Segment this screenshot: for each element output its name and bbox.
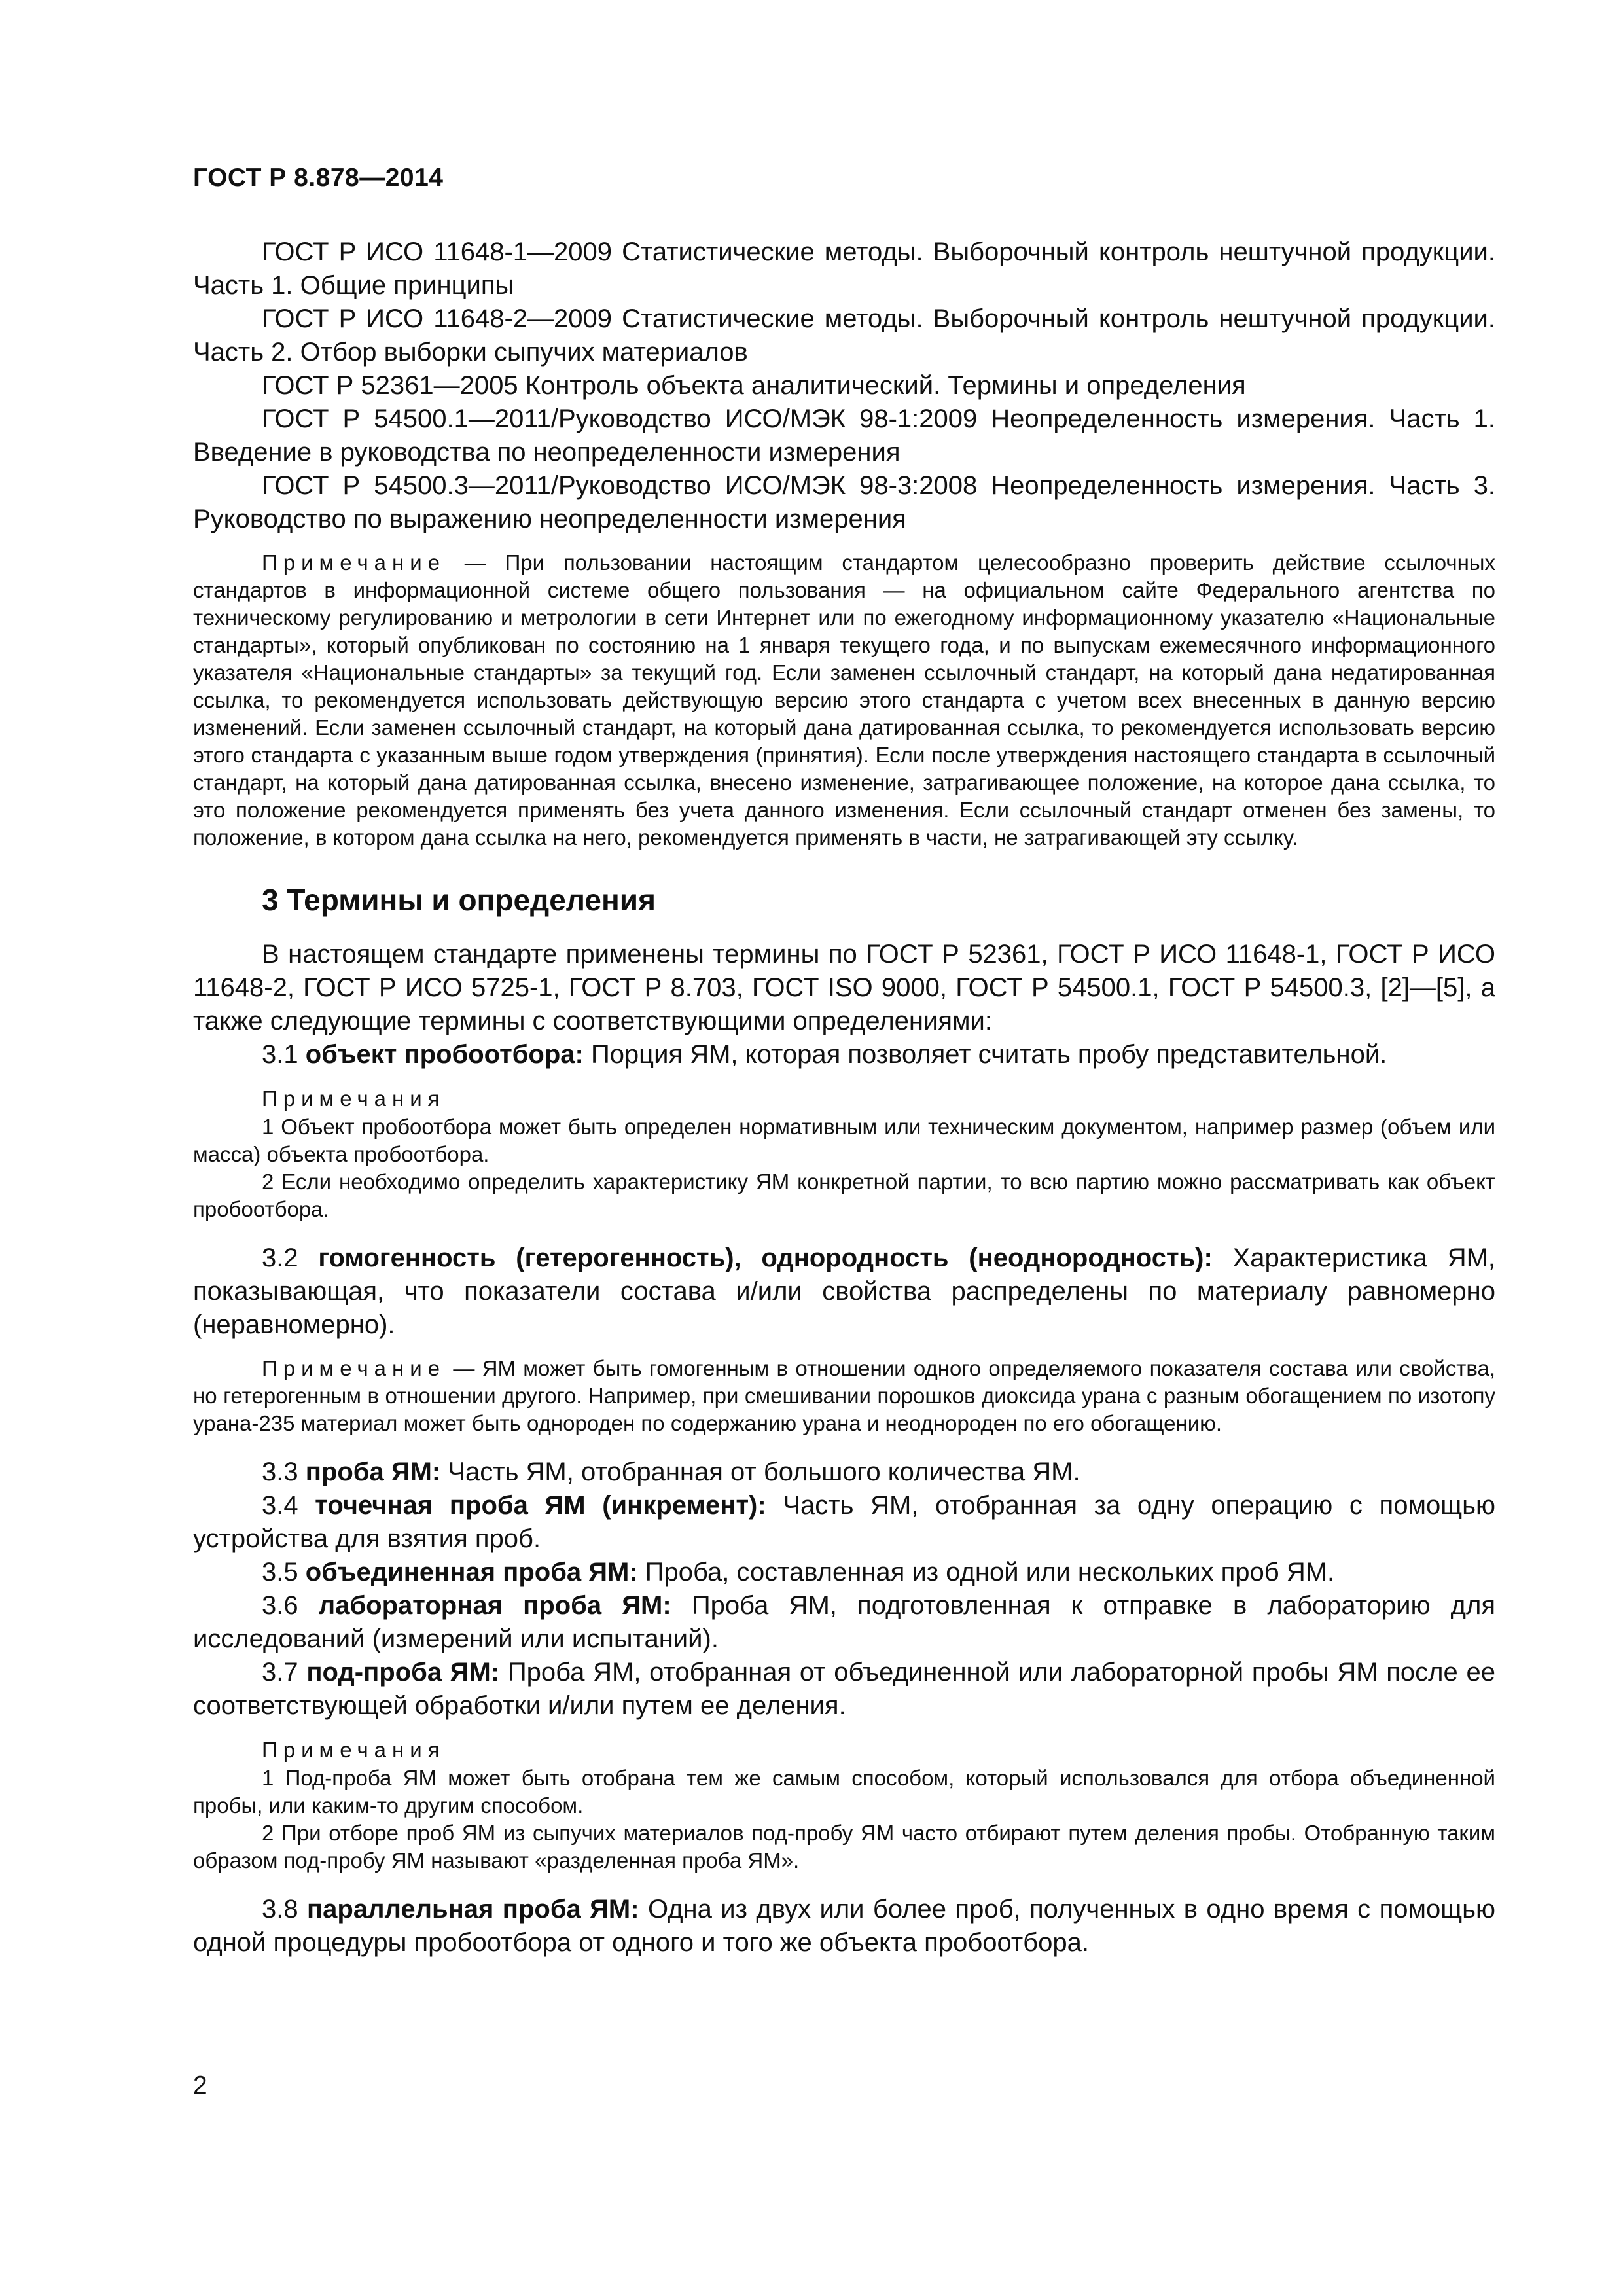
term-entry: 3.8 параллельная проба ЯМ: Одна из двух или более проб, полученных в одно время с помощью одной процедуры пробоотбора от одного и того же объекта пробоотбора. — [193, 1895, 1495, 1957]
page-number: 2 — [193, 2072, 207, 2100]
reference-item: ГОСТ Р 52361—2005 Контроль объекта аналитический. Термины и определения — [262, 371, 1246, 400]
term-entry: 3.3 проба ЯМ: Часть ЯМ, отобранная от большого количества ЯМ. — [262, 1458, 1080, 1486]
reference-item: ГОСТ Р 54500.1—2011/Руководство ИСО/МЭК 98-1:2009 Неопределенность измерения. Часть 1. Введение в руководства по неопределенности измерения — [193, 404, 1495, 467]
document-body — [193, 236, 1495, 1960]
reference-note: Примечание — При пользовании настоящим стандартом целесообразно проверить действие ссылочных стандартов в информационной системе общего пользования — на официальном сайте Федерального агентства по техническому регулированию и метрологии в сети Интернет или по ежегодному информационному указателю «Национальные стандарты», который опубликован по состоянию на 1 января текущего года, и по выпускам ежемесячного информационного указателя «Национальные стандарты» за текущий год. Если заменен ссылочный стандарт, на который дана недатированная ссылка, то рекомендуется использовать действующую версию этого стандарта с учетом всех внесенных в данную версию изменений. Если заменен ссылочный стандарт, на который дана датированная ссылка, то рекомендуется использовать версию этого стандарта с указанным выше годом утверждения (принятия). Если после утверждения настоящего стандарта в ссылочный стандарт, на который дана датированная ссылка, внесено изменение, затрагивающее положение, на которое дана ссылка, то это положение рекомендуется применять без учета данного изменения. Если ссылочный стандарт отменен без замены, то положение, в котором дана ссылка на него, рекомендуется применять в части, не затрагивающей эту ссылку. — [193, 550, 1496, 850]
term-name: объект пробоотбора: — [305, 1040, 584, 1069]
reference-item: ГОСТ Р ИСО 11648-2—2009 Статистические методы. Выборочный контроль нештучной продукции. Часть 2. Отбор выборки сыпучих материалов — [193, 304, 1495, 367]
term-entry: 3.4 точечная проба ЯМ (инкремент): Часть ЯМ, отобранная за одну операцию с помощью устройства для взятия проб. — [193, 1491, 1495, 1553]
term-name: гомогенность (гетерогенность), однородность (неоднородность): — [318, 1244, 1213, 1272]
term-name: точечная проба ЯМ (инкремент): — [315, 1491, 766, 1520]
note-item: 1 Под-проба ЯМ может быть отобрана тем же самым способом, который использовался для отбора объединенной пробы, или каким-то другим способом. — [193, 1766, 1495, 1818]
notes-label: Примечания — [262, 1738, 446, 1762]
term-name: параллельная проба ЯМ: — [307, 1895, 639, 1924]
section-title: 3 Термины и определения — [262, 883, 656, 917]
reference-item: ГОСТ Р 54500.3—2011/Руководство ИСО/МЭК 98-3:2008 Неопределенность измерения. Часть 3. Руководство по выражению неопределенности измерения — [193, 471, 1495, 533]
note-label: Примечание — [262, 550, 446, 575]
reference-item: ГОСТ Р ИСО 11648-1—2009 Статистические методы. Выборочный контроль нештучной продукции. Часть 1. Общие принципы — [193, 238, 1495, 300]
document-page — [193, 0, 1495, 2296]
term-note: Примечание — ЯМ может быть гомогенным в отношении одного определяемого показателя состава или свойства, но гетерогенным в отношении другого. Например, при смешивании порошков диоксида урана с разным обогащением по изотопу урана-235 материал может быть однороден по содержанию урана и неоднороден по его обогащению. — [193, 1356, 1495, 1435]
note-item: 2 Если необходимо определить характеристику ЯМ конкретной партии, то всю партию можно рассматривать как объект пробоотбора. — [193, 1170, 1495, 1221]
term-name: проба ЯМ: — [305, 1458, 441, 1486]
term-name: объединенная проба ЯМ: — [305, 1558, 638, 1587]
notes-label: Примечания — [262, 1086, 446, 1111]
section-intro: В настоящем стандарте применены термины по ГОСТ Р 52361, ГОСТ Р ИСО 11648-1, ГОСТ Р ИСО 11648-2, ГОСТ Р ИСО 5725-1, ГОСТ Р 8.703, ГОСТ ISO 9000, ГОСТ Р 54500.1, ГОСТ Р 54500.3, [2]—[5], а также следующие термины с соответствующими определениями: — [193, 940, 1495, 1035]
term-entry: 3.6 лабораторная проба ЯМ: Проба ЯМ, подготовленная к отправке в лабораторию для исследований (измерений или испытаний). — [193, 1591, 1495, 1653]
note-item: 1 Объект пробоотбора может быть определен нормативным или техническим документом, например размер (объем или масса) объекта пробоотбора. — [193, 1115, 1495, 1166]
term-entry: 3.5 объединенная проба ЯМ: Проба, составленная из одной или нескольких проб ЯМ. — [262, 1558, 1335, 1587]
term-name: лабораторная проба ЯМ: — [318, 1591, 671, 1620]
note-item: 2 При отборе проб ЯМ из сыпучих материалов под-пробу ЯМ часто отбирают путем деления пробы. Отобранную таким образом под-пробу ЯМ называют «разделенная проба ЯМ». — [193, 1821, 1495, 1873]
term-name: под-проба ЯМ: — [306, 1658, 500, 1687]
term-entry: 3.2 гомогенность (гетерогенность), однородность (неоднородность): Характеристика ЯМ, показывающая, что показатели состава и/или свойства распределены по материалу равномерно (неравномерно). — [193, 1244, 1496, 1339]
document-header: ГОСТ Р 8.878—2014 — [193, 164, 444, 192]
term-entry: 3.1 объект пробоотбора: Порция ЯМ, которая позволяет считать пробу представительной. — [262, 1040, 1387, 1069]
term-entry: 3.7 под-проба ЯМ: Проба ЯМ, отобранная от объединенной или лабораторной пробы ЯМ после ее соответствующей обработки и/или путем ее деления. — [193, 1658, 1495, 1720]
note-text: ЯМ может быть гомогенным в отношении одного определяемого показателя состава или свойства, но гетерогенным в отношении другого. Например, при смешивании порошков диоксида урана с разным обогащением по изотопу урана-235 материал может быть однороден по содержанию урана и неоднороден по его обогащению. — [193, 1356, 1495, 1435]
note-text: При пользовании настоящим стандартом целесообразно проверить действие ссылочных стандартов в информационной системе общего пользования — на официальном сайте Федерального агентства по техническому регулированию и метрологии в сети Интернет или по ежегодному информационному указателю «Национальные стандарты», который опубликован по состоянию на 1 января текущего года, и по выпускам ежемесячного информационного указателя «Национальные стандарты» за текущий год. Если заменен ссылочный стандарт, на который дана недатированная ссылка, то рекомендуется использовать действующую версию этого стандарта с учетом всех внесенных в данную версию изменений. Если заменен ссылочный стандарт, на который дана датированная ссылка, то рекомендуется использовать версию этого стандарта с указанным выше годом утверждения (принятия). Если после утверждения настоящего стандарта в ссылочный стандарт, на который дана датированная ссылка, внесено изменение, затрагивающее положение, на которое дана ссылка, то это положение рекомендуется применять без учета данного изменения. Если ссылочный стандарт отменен без замены, то положение, в котором дана ссылка на него, рекомендуется применять в части, не затрагивающей эту ссылку. — [193, 550, 1496, 850]
note-label: Примечание — [262, 1356, 446, 1380]
